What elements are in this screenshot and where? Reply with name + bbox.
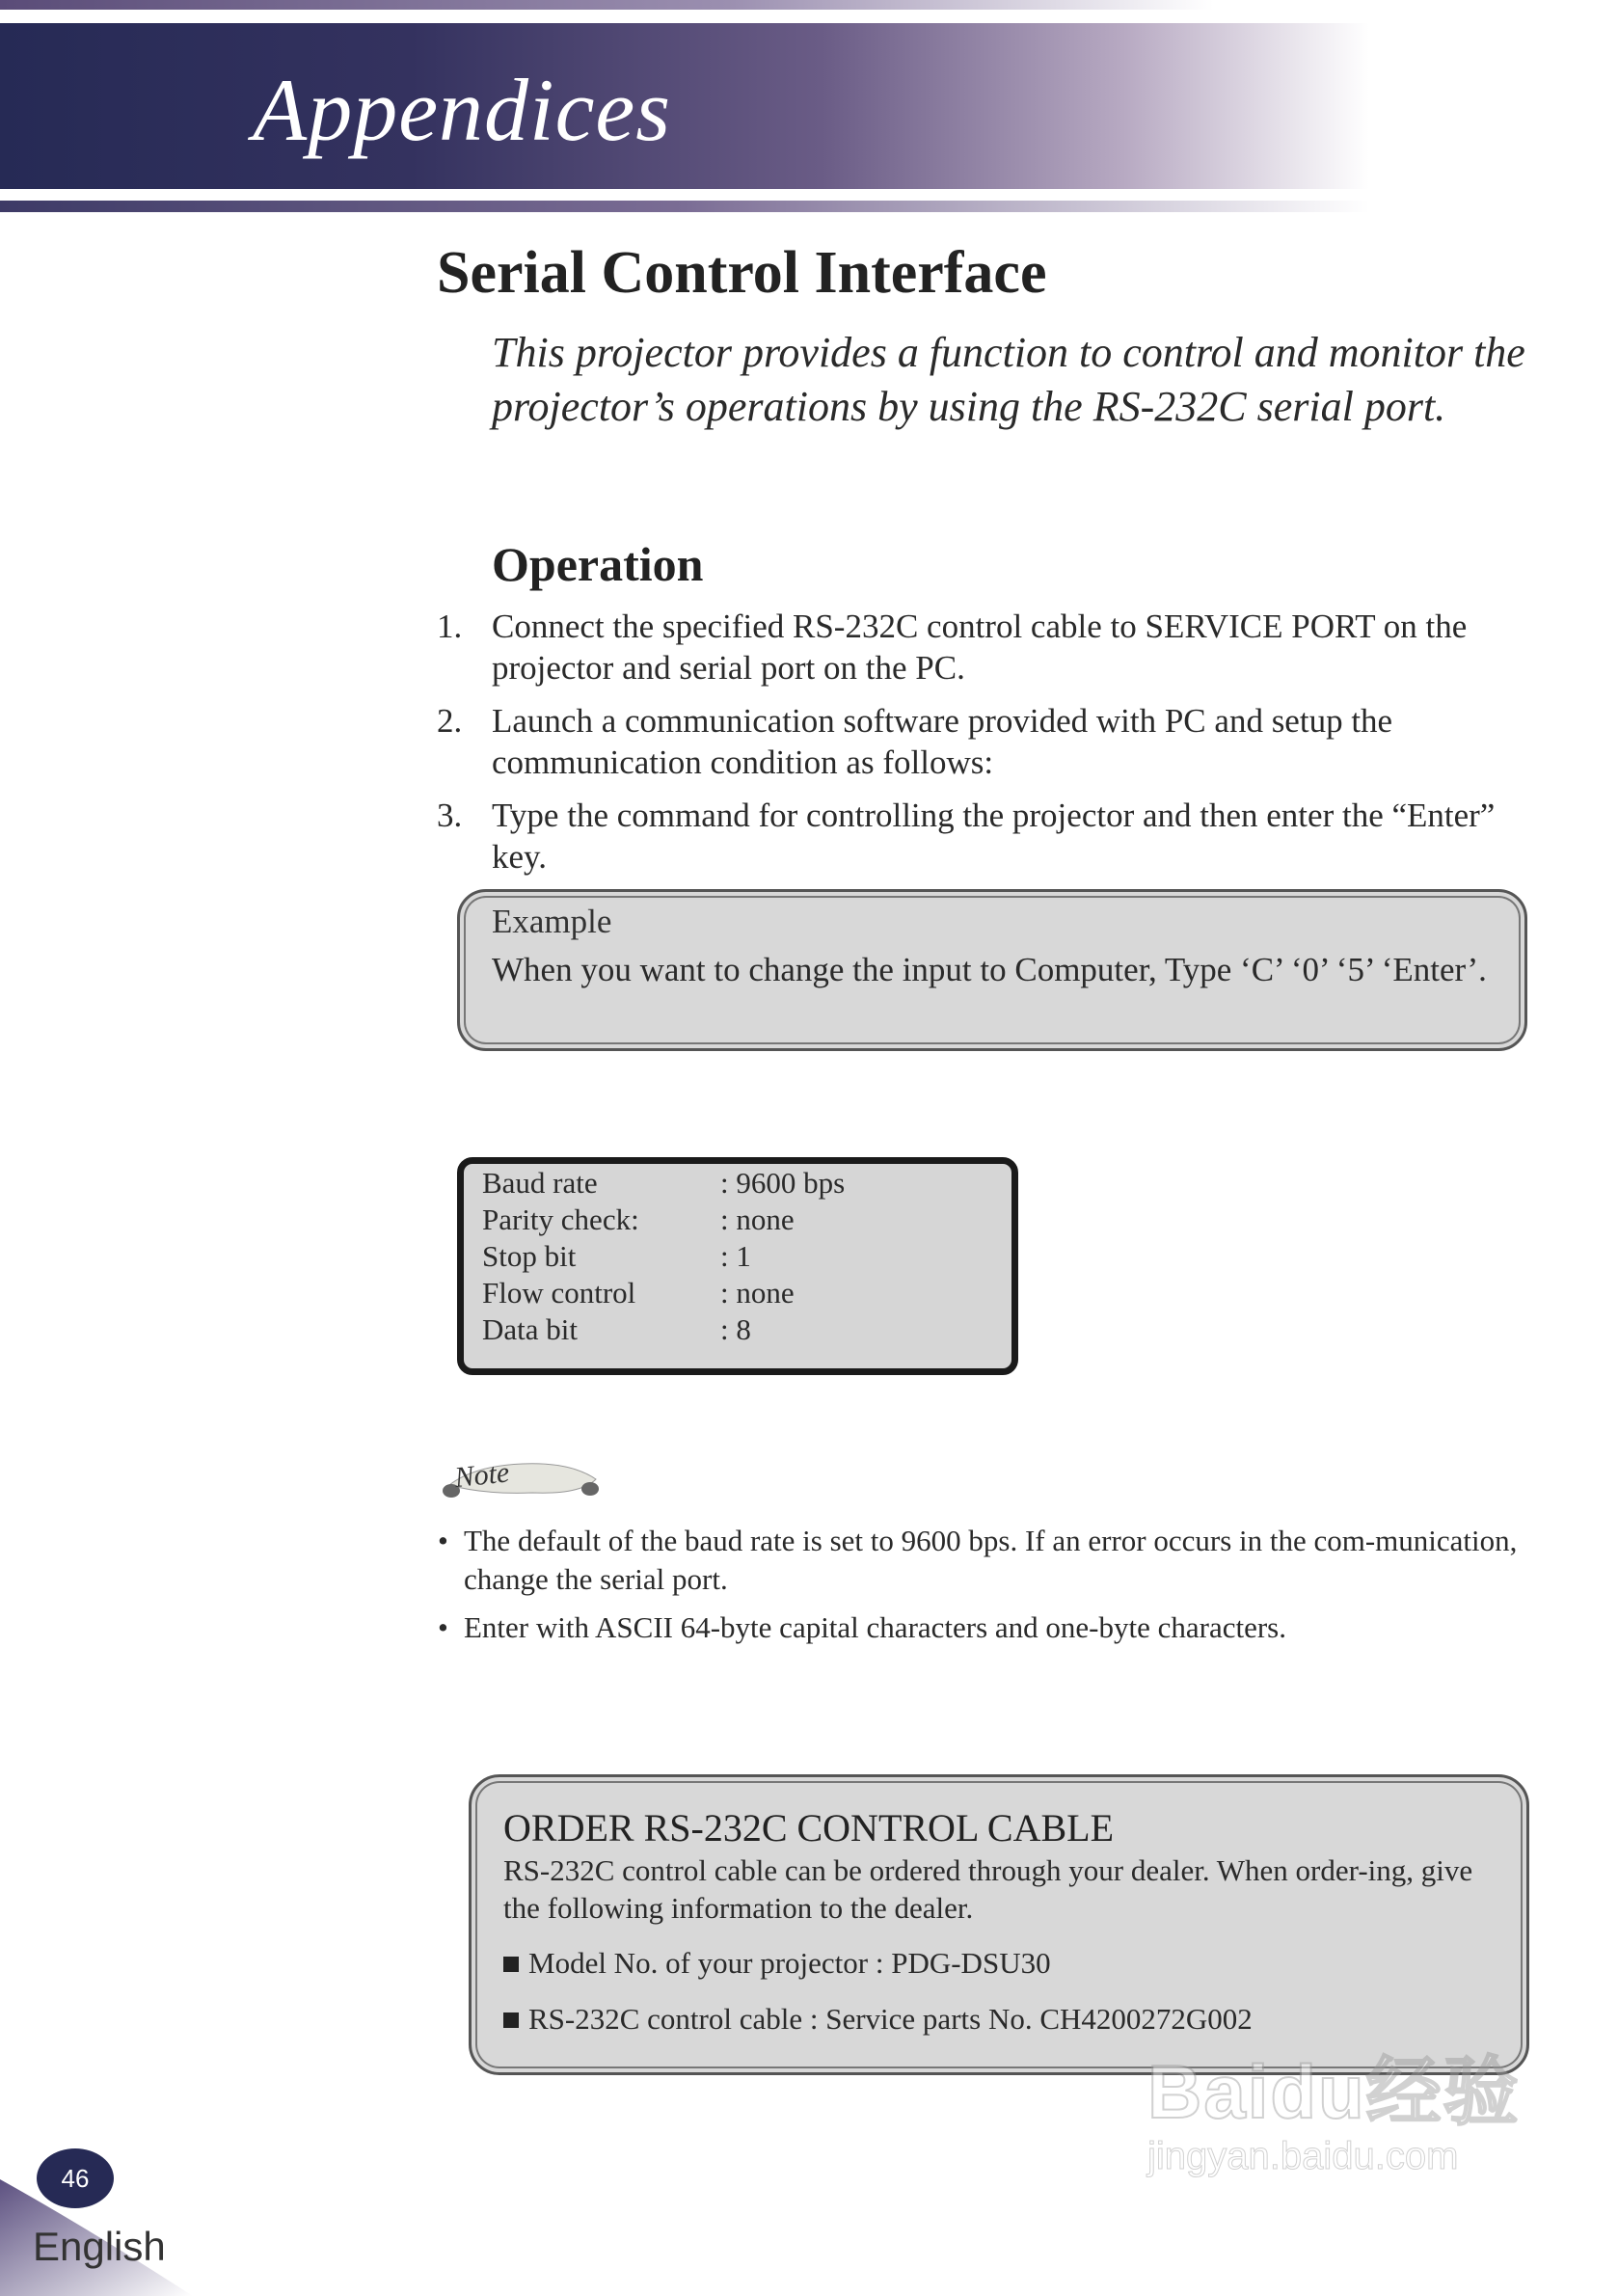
setting-key: Parity check: bbox=[482, 1202, 639, 1236]
step-number: 1. bbox=[437, 608, 463, 645]
settings-row bbox=[482, 1275, 845, 1311]
settings-row bbox=[482, 1311, 845, 1348]
order-item-text: RS-232C control cable : Service parts No. CH4200272G002 bbox=[528, 2002, 1253, 2036]
operation-title: Operation bbox=[492, 537, 704, 591]
step-text: Launch a communication software provided with PC and setup the communication condition as follows: bbox=[492, 702, 1393, 781]
step-item bbox=[437, 795, 1536, 878]
header-top-strip bbox=[0, 0, 1618, 10]
step-item bbox=[437, 700, 1536, 783]
page-number: 46 bbox=[37, 2148, 114, 2208]
step-item bbox=[437, 606, 1536, 689]
setting-value: : 1 bbox=[720, 1239, 751, 1273]
step-text: Type the command for controlling the projector and then enter the “Enter” key. bbox=[492, 797, 1496, 876]
square-bullet-icon bbox=[503, 1957, 519, 1972]
order-item bbox=[503, 2000, 1253, 2039]
setting-key: Baud rate bbox=[482, 1166, 598, 1200]
language-label: English bbox=[33, 2224, 166, 2269]
watermark-main: Baidu经验 bbox=[1147, 2049, 1521, 2134]
order-cable-body: RS-232C control cable can be ordered through your dealer. When order-ing, give the following information to the dealer. bbox=[503, 1853, 1473, 1925]
settings-row bbox=[482, 1165, 845, 1202]
setting-key: Data bit bbox=[482, 1312, 578, 1346]
note-banner-icon bbox=[436, 1445, 609, 1510]
example-label: Example bbox=[492, 903, 612, 940]
chapter-banner bbox=[0, 23, 1369, 189]
watermark-sub: jingyan.baidu.com bbox=[1147, 2135, 1459, 2177]
example-text: When you want to change the input to Computer, Type ‘C’ ‘0’ ‘5’ ‘Enter’. bbox=[492, 951, 1487, 988]
step-number: 2. bbox=[437, 702, 463, 740]
setting-value: : 8 bbox=[720, 1312, 751, 1346]
setting-key: Stop bit bbox=[482, 1239, 577, 1273]
step-number: 3. bbox=[437, 797, 463, 834]
communication-settings-table bbox=[482, 1165, 845, 1348]
step-text: Connect the specified RS-232C control cable to SERVICE PORT on the projector and serial port on the PC. bbox=[492, 608, 1468, 687]
setting-key: Flow control bbox=[482, 1276, 636, 1310]
note-label: Note bbox=[452, 1456, 511, 1495]
chapter-banner-underline bbox=[0, 201, 1369, 212]
section-title: Serial Control Interface bbox=[437, 240, 1047, 306]
note-item: • The default of the baud rate is set to 9600 bps. If an error occurs in the com-munication, change the serial port. bbox=[436, 1522, 1535, 1599]
settings-row bbox=[482, 1238, 845, 1275]
chapter-title: Appendices bbox=[253, 61, 672, 159]
note-list bbox=[436, 1522, 1535, 1657]
baidu-watermark bbox=[1147, 2049, 1521, 2178]
operation-steps bbox=[437, 606, 1536, 889]
section-intro: This projector provides a function to control and monitor the projector’s operations by using the RS-232C serial port. bbox=[492, 329, 1525, 430]
note-item: • Enter with ASCII 64-byte capital characters and one-byte characters. bbox=[436, 1608, 1535, 1647]
setting-value: : none bbox=[720, 1276, 795, 1310]
setting-value: : 9600 bps bbox=[720, 1166, 846, 1200]
order-item-text: Model No. of your projector : PDG-DSU30 bbox=[528, 1946, 1051, 1980]
page-corner-decoration bbox=[0, 2141, 231, 2296]
settings-row bbox=[482, 1202, 845, 1238]
order-cable-title: ORDER RS-232C CONTROL CABLE bbox=[503, 1806, 1115, 1850]
setting-value: : none bbox=[720, 1202, 795, 1236]
order-item bbox=[503, 1944, 1051, 1983]
square-bullet-icon bbox=[503, 2012, 519, 2028]
